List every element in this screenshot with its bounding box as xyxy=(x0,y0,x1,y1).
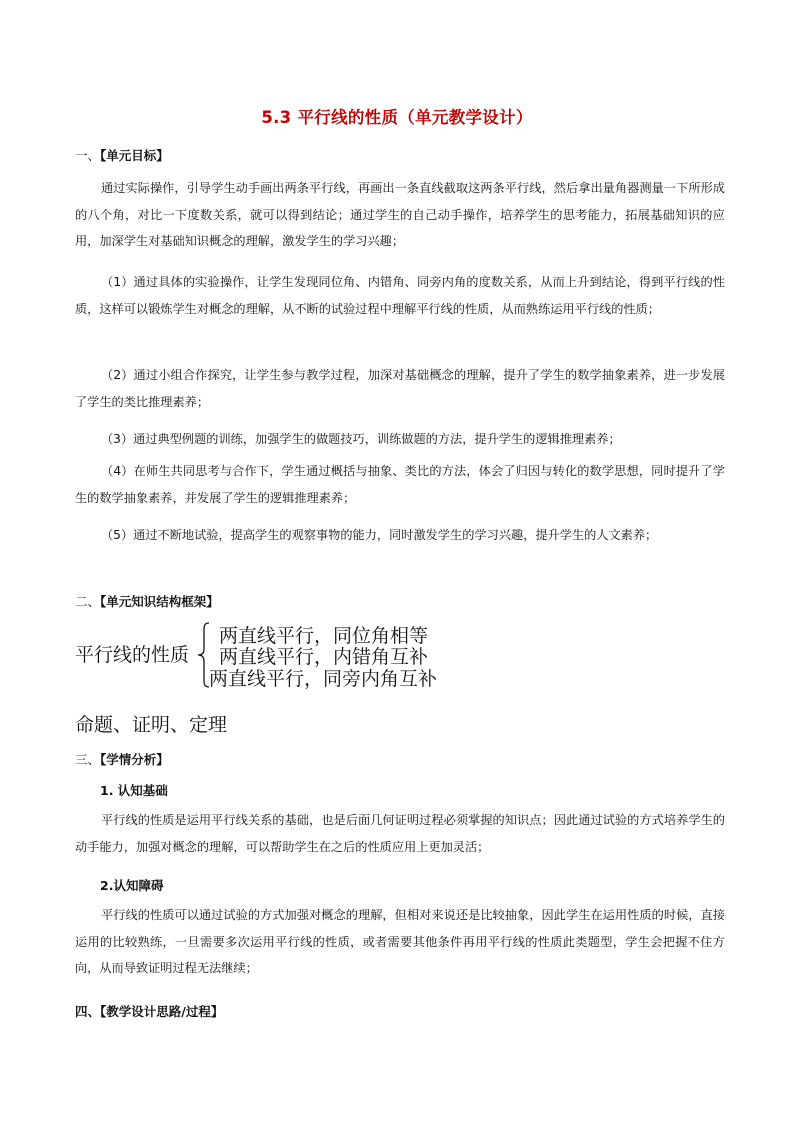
cognitive-obstacle-text: 平行线的性质可以通过试验的方式加强对概念的理解，但相对来说还是比较抽象，因此学生在运用性质的时候，直接运用的比较熟练，一旦需要多次运用平行线的性质，或者需要其他条件再用平行线的性质此类题型，学生会把握不住方向，从而导致证明过程无法继续； xyxy=(75,908,725,975)
section-4-number: 四、 xyxy=(75,1004,101,1019)
framework-branch-1: 两直线平行，同位角相等 xyxy=(219,625,429,647)
goal-item-3: （3）通过典型例题的训练，加强学生的做题技巧，训练做题的方法，提升学生的逻辑推理素养； xyxy=(101,432,621,446)
section-4-title: 【教学设计思路/过程】 xyxy=(100,1004,224,1019)
section-1-intro: 通过实际操作，引导学生动手画出两条平行线，再画出一条直线截取这两条平行线，然后拿出量角器测量一下所形成的八个角，对比一下度数关系，就可以得到结论；通过学生的自己动手操作，培养学生的思考能力，拓展基础知识的应用，加深学生对基础知识概念的理解，激发学生的学习兴趣； xyxy=(75,181,725,248)
section-3-heading xyxy=(75,750,169,768)
section-2-number: 二、 xyxy=(75,594,101,609)
goal-item-1: （1）通过具体的实验操作，让学生发现同位角、内错角、同旁内角的度数关系，从而上升到结论，得到平行线的性质，这样可以锻炼学生对概念的理解，从不断的试验过程中理解平行线的性质，从而熟练运用平行线的性质； xyxy=(75,275,725,316)
framework-root: 平行线的性质 xyxy=(75,644,190,666)
goal-item-5: （5）通过不断地试验，提高学生的观察事物的能力，同时激发学生的学习兴趣，提升学生的人文素养； xyxy=(101,528,658,542)
section-1-heading xyxy=(75,146,169,164)
section-4-heading xyxy=(75,1002,223,1020)
goal-item-2: （2）通过小组合作探究，让学生参与教学过程，加深对基础概念的理解，提升了学生的数学抽象素养，进一步发展了学生的类比推理素养； xyxy=(75,368,725,409)
framework-branch-2: 两直线平行，内错角互补 xyxy=(219,646,429,668)
document-title: 5.3 平行线的性质（单元教学设计） xyxy=(261,108,533,127)
section-2-heading xyxy=(75,592,219,610)
section-1-title: 【单元目标】 xyxy=(100,148,169,163)
goal-item-4: （4）在师生共同思考与合作下，学生通过概括与抽象、类比的方法，体会了归因与转化的数学思想，同时提升了学生的数学抽象素养，并发展了学生的逻辑推理素养； xyxy=(75,464,725,505)
subheading-cognitive-basis: 1. 认知基础 xyxy=(100,783,168,798)
section-3-number: 三、 xyxy=(75,752,101,767)
cognitive-basis-text: 平行线的性质是运用平行线关系的基础，也是后面几何证明过程必须掌握的知识点；因此通过试验的方式培养学生的动手能力，加强对概念的理解，可以帮助学生在之后的性质应用上更加灵活； xyxy=(75,813,725,854)
section-1-number: 一、 xyxy=(75,148,101,163)
section-2-title: 【单元知识结构框架】 xyxy=(100,594,219,609)
subheading-cognitive-obstacle: 2.认知障碍 xyxy=(100,878,164,893)
section-3-title: 【学情分析】 xyxy=(100,752,169,767)
framework-extra: 命题、证明、定理 xyxy=(75,714,228,736)
framework-branch-3: 两直线平行，同旁内角互补 xyxy=(209,668,438,690)
